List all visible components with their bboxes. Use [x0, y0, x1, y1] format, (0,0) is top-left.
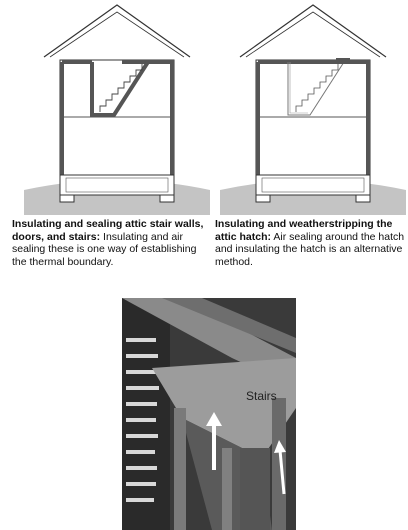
attic-hatch: [336, 58, 350, 64]
house-diagram-hatch-sealing: [218, 0, 408, 215]
house-diagram-stair-sealing: [22, 0, 212, 215]
caption-body: Air sealing around the hatch and insulating the hatch is an alternative method.: [215, 230, 405, 268]
roof-outline: [44, 5, 190, 57]
caption-body: Insulating and air sealing these is one way of establishing the thermal boundary.: [12, 230, 197, 268]
caption-title: Insulating and weatherstripping the attic hatch:: [215, 218, 393, 243]
roof-outline: [240, 5, 386, 57]
caption-hatch-sealing: [215, 218, 407, 268]
photo-label-stairs: Stairs: [246, 389, 277, 403]
attic-stairs-photo: [122, 298, 296, 530]
caption-stair-sealing: [12, 218, 204, 268]
caption-title: Insulating and sealing attic stair walls, doors, and stairs:: [12, 218, 204, 243]
